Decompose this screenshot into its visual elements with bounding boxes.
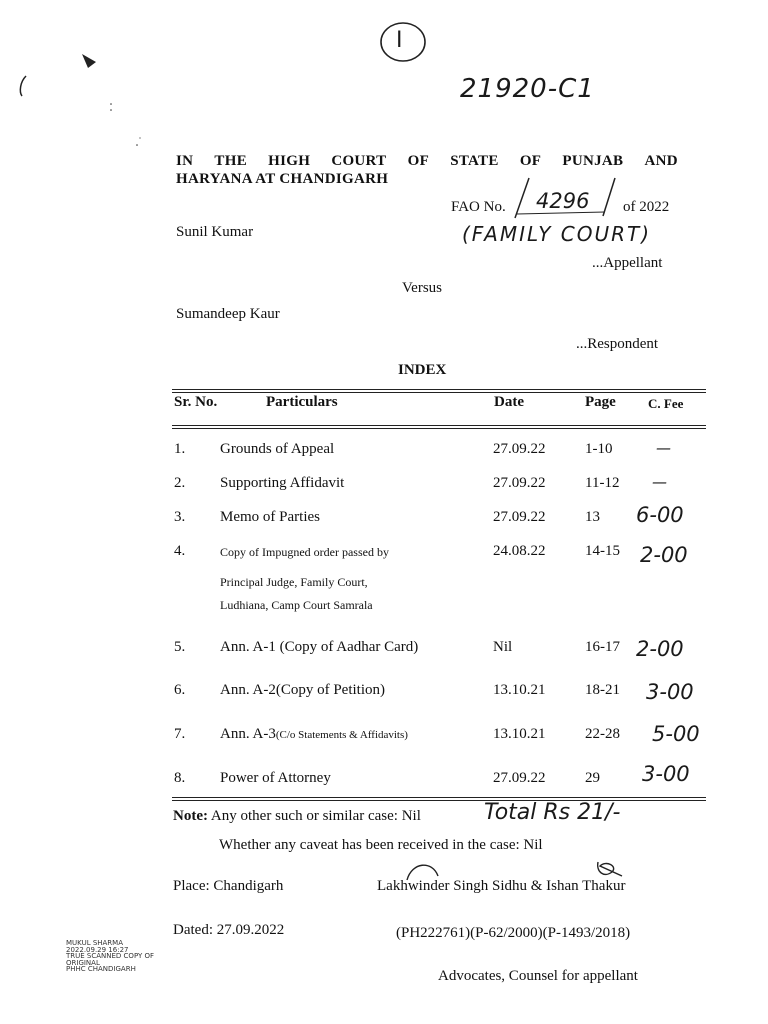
row-particulars-main: Ann. A-3	[220, 726, 276, 742]
note-label: Note:	[173, 808, 208, 824]
row-particulars: Power of Attorney	[220, 770, 331, 786]
row-particulars: Supporting Affidavit	[220, 475, 345, 491]
index-title: INDEX	[398, 362, 447, 378]
row-page: 14-15	[585, 543, 620, 559]
row-particulars: Copy of Impugned order passed by	[220, 545, 389, 559]
row-date: 13.10.21	[493, 726, 546, 742]
row-date: 27.09.22	[493, 770, 546, 786]
enrolment-numbers: (PH222761)(P-62/2000)(P-1493/2018)	[396, 925, 631, 941]
row-particulars: Grounds of Appeal	[220, 441, 335, 457]
row-date: 24.08.22	[493, 543, 546, 559]
fao-number: 4296	[536, 189, 590, 213]
fao-year: of 2022	[623, 199, 670, 215]
row-fee: 3-00	[646, 680, 694, 704]
row-date: 27.09.22	[493, 509, 546, 525]
row-page: 16-17	[585, 639, 620, 655]
row-sr: 6.	[174, 682, 186, 698]
row-particulars-line2: Principal Judge, Family Court,	[220, 575, 368, 589]
stamp-line: ORIGINAL	[66, 958, 100, 967]
row-page: 1-10	[585, 441, 613, 457]
row-page: 22-28	[585, 726, 620, 742]
row-fee: 5-00	[652, 722, 700, 746]
court-word: COURT	[331, 153, 387, 169]
row-fee: —	[656, 439, 671, 457]
row-page: 18-21	[585, 682, 620, 698]
row-sr: 1.	[174, 441, 186, 457]
court-heading-line2: HARYANA AT CHANDIGARH	[176, 171, 389, 187]
row-date: 27.09.22	[493, 441, 546, 457]
dated-line: Dated: 27.09.2022	[173, 922, 285, 938]
header-sr: Sr. No.	[174, 394, 218, 410]
court-word: THE	[214, 153, 247, 169]
row-date: 27.09.22	[493, 475, 546, 491]
versus-label: Versus	[402, 280, 442, 296]
place-line: Place: Chandigarh	[173, 878, 284, 894]
row-date: 13.10.21	[493, 682, 546, 698]
respondent-name: Sumandeep Kaur	[176, 306, 280, 322]
row-page: 13	[585, 509, 600, 525]
diary-number: 21920-C1	[460, 74, 595, 104]
note-line2: Whether any caveat has been received in the case: Nil	[219, 837, 543, 853]
court-word: STATE	[450, 153, 499, 169]
court-word: IN	[176, 153, 194, 169]
court-word: OF	[407, 153, 430, 169]
court-word: HIGH	[268, 153, 311, 169]
appellant-label: ...Appellant	[592, 255, 663, 271]
row-particulars-small: (C/o Statements & Affidavits)	[275, 729, 408, 741]
row-sr: 8.	[174, 770, 186, 786]
header-date: Date	[494, 394, 524, 410]
appellant-name: Sunil Kumar	[176, 224, 254, 240]
row-sr: 5.	[174, 639, 186, 655]
page-number: I	[396, 28, 403, 53]
row-page: 29	[585, 770, 600, 786]
court-word: PUNJAB	[562, 153, 624, 169]
court-word: OF	[519, 153, 542, 169]
row-page: 11-12	[585, 475, 620, 491]
stamp-line: MUKUL SHARMA	[66, 939, 124, 947]
header-page: Page	[585, 394, 616, 410]
court-type-handwritten: (FAMILY COURT)	[462, 222, 652, 246]
counsel-names: Lakhwinder Singh Sidhu & Ishan Thakur	[377, 878, 626, 894]
stamp-line: 2022.09.29 16:27	[66, 945, 129, 954]
row-sr: 2.	[174, 475, 186, 491]
court-word: AND	[644, 153, 678, 169]
header-fee: C. Fee	[648, 396, 684, 411]
row-particulars-line3: Ludhiana, Camp Court Samrala	[220, 598, 373, 612]
row-particulars: Ann. A-2(Copy of Petition)	[220, 682, 385, 698]
row-sr: 7.	[174, 726, 186, 742]
total-fee-handwritten: Total Rs 21/-	[484, 800, 621, 825]
fao-prefix: FAO No.	[451, 199, 506, 215]
row-date: Nil	[493, 639, 513, 655]
row-sr: 4.	[174, 543, 186, 559]
respondent-label: ...Respondent	[576, 336, 659, 352]
note-text: Any other such or similar case: Nil	[210, 808, 421, 824]
header-particulars: Particulars	[266, 394, 338, 410]
row-fee: 3-00	[642, 762, 690, 786]
digital-signature-stamp	[66, 940, 154, 973]
row-fee: 6-00	[636, 503, 684, 527]
row-fee: 2-00	[636, 637, 684, 661]
row-fee: —	[652, 473, 667, 491]
stamp-line: TRUE SCANNED COPY OF	[66, 952, 155, 960]
row-particulars: Ann. A-1 (Copy of Aadhar Card)	[220, 639, 419, 655]
stamp-line: PHHC CHANDIGARH	[66, 965, 136, 973]
advocates-line: Advocates, Counsel for appellant	[438, 968, 638, 984]
row-sr: 3.	[174, 509, 186, 525]
row-particulars: Memo of Parties	[220, 509, 320, 525]
row-fee: 2-00	[640, 543, 688, 567]
